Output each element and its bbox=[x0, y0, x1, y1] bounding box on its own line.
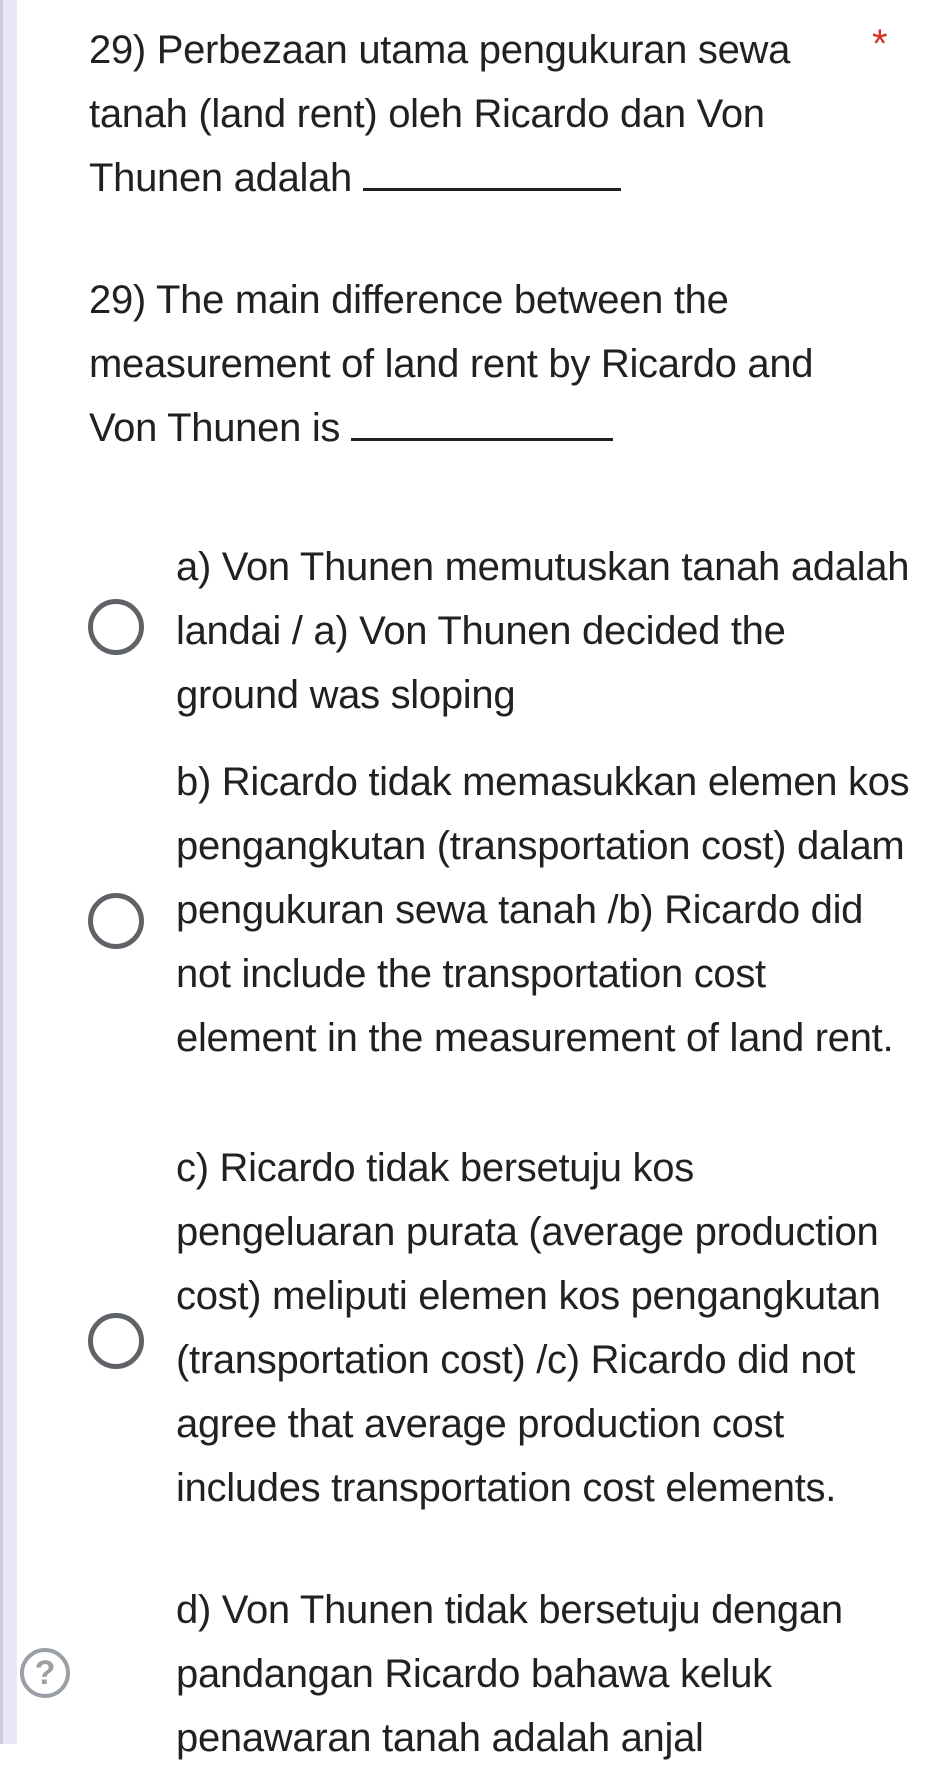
question-title-english: 29) The main difference between the measurement of land rent by Ricardo and Von Thunen is bbox=[89, 278, 814, 450]
option-b-label[interactable]: b) Ricardo tidak memasukkan elemen kos pengangkutan (transportation cost) dalam pengukuran sewa tanah /b) Ricardo did not include the transportation cost element in the measurement of land rent. bbox=[176, 760, 910, 1060]
required-asterisk: * bbox=[872, 22, 888, 66]
option-d-label[interactable]: d) Von Thunen tidak bersetuju dengan pandangan Ricardo bahawa keluk penawaran tanah adalah anjal bbox=[176, 1588, 843, 1760]
answer-blank bbox=[363, 188, 621, 191]
help-icon[interactable]: ? bbox=[20, 1648, 70, 1698]
question-title-malay: 29) Perbezaan utama pengukuran sewa tanah (land rent) oleh Ricardo dan Von Thunen adalah bbox=[89, 28, 791, 200]
card-left-edge bbox=[0, 0, 17, 1744]
option-c-label[interactable]: c) Ricardo tidak bersetuju kos pengeluaran purata (average production cost) meliputi elemen kos pengangkutan (transportation cost) /c) Ricardo did not agree that average production cost includes transportation cost elements. bbox=[176, 1146, 881, 1510]
option-a-label[interactable]: a) Von Thunen memutuskan tanah adalah landai / a) Von Thunen decided the ground was sloping bbox=[176, 545, 910, 717]
radio-option-c[interactable] bbox=[88, 1313, 144, 1369]
answer-blank bbox=[351, 438, 613, 441]
radio-option-b[interactable] bbox=[88, 893, 144, 949]
radio-option-a[interactable] bbox=[88, 599, 144, 655]
